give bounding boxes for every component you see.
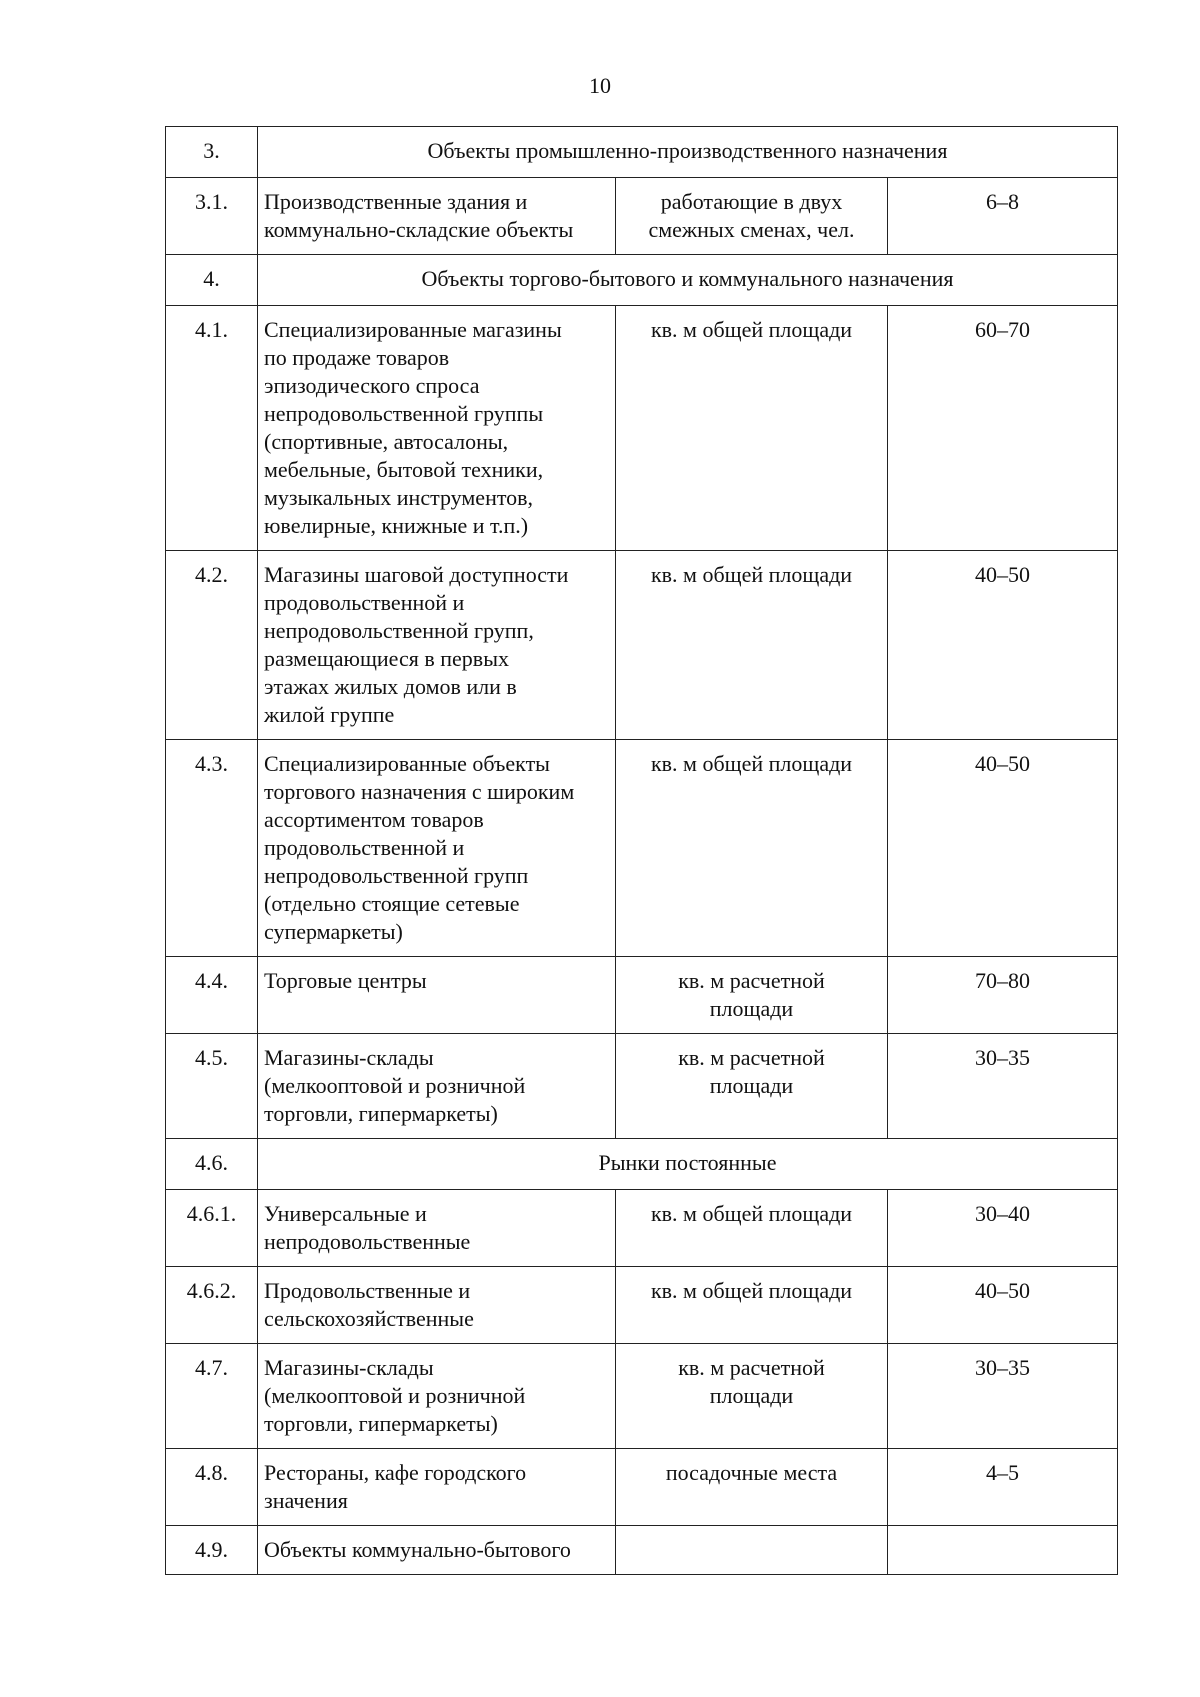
norm-value: 30–35 xyxy=(888,1034,1118,1139)
unit-line: посадочные места xyxy=(665,1460,838,1485)
item-number: 4.2. xyxy=(166,551,258,740)
norms-table-body xyxy=(166,127,1118,1575)
object-name-line: Специализированные магазины xyxy=(264,317,562,342)
norm-value: 70–80 xyxy=(888,957,1118,1034)
unit-cell xyxy=(616,178,888,255)
unit-cell xyxy=(616,1190,888,1267)
object-name-line: этажах жилых домов или в xyxy=(264,674,517,699)
table-row xyxy=(166,957,1118,1034)
table-row xyxy=(166,551,1118,740)
object-name-cell xyxy=(258,306,616,551)
unit-line: кв. м расчетной xyxy=(678,1355,825,1380)
object-name-cell xyxy=(258,1449,616,1526)
object-name-line: музыкальных инструментов, xyxy=(264,485,534,510)
unit-line: работающие в двух xyxy=(660,189,843,214)
unit-line: кв. м общей площади xyxy=(650,1278,853,1303)
object-name-line: Рестораны, кафе городского xyxy=(264,1460,527,1485)
object-name-line: продовольственной и xyxy=(264,835,465,860)
object-name-line: по продаже товаров xyxy=(264,345,450,370)
object-name-line: Универсальные и xyxy=(264,1201,427,1226)
item-number: 4.6.2. xyxy=(166,1267,258,1344)
object-name-line: ювелирные, книжные и т.п.) xyxy=(264,513,529,538)
unit-cell xyxy=(616,1034,888,1139)
object-name-line: размещающиеся в первых xyxy=(264,646,509,671)
unit-line: площади xyxy=(709,996,794,1021)
object-name-line: Продовольственные и xyxy=(264,1278,471,1303)
object-name-cell xyxy=(258,551,616,740)
object-name-cell xyxy=(258,1267,616,1344)
object-name-line: сельскохозяйственные xyxy=(264,1306,474,1331)
unit-cell xyxy=(616,957,888,1034)
object-name-line: супермаркеты) xyxy=(264,919,403,944)
unit-cell xyxy=(616,740,888,957)
object-name-line: торговли, гипермаркеты) xyxy=(264,1101,498,1126)
unit-cell xyxy=(616,1526,888,1575)
object-name-line: эпизодического спроса xyxy=(264,373,480,398)
section-title: Объекты торгово-бытового и коммунального назначения xyxy=(258,255,1118,306)
unit-line: кв. м общей площади xyxy=(650,317,853,342)
norm-value: 30–35 xyxy=(888,1344,1118,1449)
object-name-line: коммунально-складские объекты xyxy=(264,217,574,242)
section-row xyxy=(166,1139,1118,1190)
object-name-line: Магазины-склады xyxy=(264,1355,434,1380)
object-name-line: Торговые центры xyxy=(264,968,427,993)
object-name-cell xyxy=(258,957,616,1034)
unit-cell xyxy=(616,1449,888,1526)
item-number: 4.4. xyxy=(166,957,258,1034)
object-name-line: (мелкооптовой и розничной xyxy=(264,1073,526,1098)
item-number: 4.6.1. xyxy=(166,1190,258,1267)
section-row xyxy=(166,255,1118,306)
table-row xyxy=(166,1190,1118,1267)
section-number: 4. xyxy=(166,255,258,306)
table-row xyxy=(166,1449,1118,1526)
section-number: 4.6. xyxy=(166,1139,258,1190)
norm-value: 30–40 xyxy=(888,1190,1118,1267)
object-name-line: непродовольственные xyxy=(264,1229,471,1254)
object-name-line: жилой группе xyxy=(264,702,395,727)
object-name-line: Магазины-склады xyxy=(264,1045,434,1070)
table-row xyxy=(166,1344,1118,1449)
norms-table xyxy=(165,126,1118,1575)
table-row xyxy=(166,1526,1118,1575)
section-title: Рынки постоянные xyxy=(258,1139,1118,1190)
norm-value: 40–50 xyxy=(888,740,1118,957)
norm-value: 60–70 xyxy=(888,306,1118,551)
object-name-line: (отдельно стоящие сетевые xyxy=(264,891,520,916)
object-name-line: ассортиментом товаров xyxy=(264,807,484,832)
object-name-line: Производственные здания и xyxy=(264,189,528,214)
object-name-line: Специализированные объекты xyxy=(264,751,550,776)
unit-cell xyxy=(616,551,888,740)
object-name-cell xyxy=(258,1034,616,1139)
unit-cell xyxy=(616,1344,888,1449)
object-name-line: Магазины шаговой доступности xyxy=(264,562,569,587)
table-row xyxy=(166,1267,1118,1344)
unit-cell xyxy=(616,306,888,551)
unit-line: площади xyxy=(709,1383,794,1408)
object-name-cell xyxy=(258,1344,616,1449)
object-name-line: (спортивные, автосалоны, xyxy=(264,429,509,454)
section-row xyxy=(166,127,1118,178)
unit-line: смежных сменах, чел. xyxy=(648,217,855,242)
object-name-line: мебельные, бытовой техники, xyxy=(264,457,544,482)
object-name-cell xyxy=(258,1526,616,1575)
norm-value: 40–50 xyxy=(888,551,1118,740)
norm-value xyxy=(888,1526,1118,1575)
table-row xyxy=(166,178,1118,255)
item-number: 3.1. xyxy=(166,178,258,255)
section-title: Объекты промышленно-производственного назначения xyxy=(258,127,1118,178)
item-number: 4.1. xyxy=(166,306,258,551)
item-number: 4.7. xyxy=(166,1344,258,1449)
unit-line: кв. м общей площади xyxy=(650,751,853,776)
table-row xyxy=(166,740,1118,957)
table-row xyxy=(166,1034,1118,1139)
unit-line: кв. м общей площади xyxy=(650,562,853,587)
norm-value: 6–8 xyxy=(888,178,1118,255)
item-number: 4.5. xyxy=(166,1034,258,1139)
unit-line: кв. м общей площади xyxy=(650,1201,853,1226)
unit-line: кв. м расчетной xyxy=(678,968,825,993)
object-name-line: непродовольственной групп, xyxy=(264,618,534,643)
object-name-line: торговли, гипермаркеты) xyxy=(264,1411,498,1436)
unit-cell xyxy=(616,1267,888,1344)
object-name-line: (мелкооптовой и розничной xyxy=(264,1383,526,1408)
unit-line: кв. м расчетной xyxy=(678,1045,825,1070)
section-number: 3. xyxy=(166,127,258,178)
object-name-cell xyxy=(258,740,616,957)
object-name-cell xyxy=(258,178,616,255)
object-name-line: продовольственной и xyxy=(264,590,465,615)
object-name-line: торгового назначения с широким xyxy=(264,779,575,804)
table-row xyxy=(166,306,1118,551)
unit-line: площади xyxy=(709,1073,794,1098)
page-number: 10 xyxy=(589,73,611,98)
norm-value: 40–50 xyxy=(888,1267,1118,1344)
item-number: 4.8. xyxy=(166,1449,258,1526)
item-number: 4.3. xyxy=(166,740,258,957)
item-number: 4.9. xyxy=(166,1526,258,1575)
object-name-line: непродовольственной группы xyxy=(264,401,544,426)
norm-value: 4–5 xyxy=(888,1449,1118,1526)
object-name-cell xyxy=(258,1190,616,1267)
object-name-line: непродовольственной групп xyxy=(264,863,529,888)
object-name-line: значения xyxy=(264,1488,348,1513)
object-name-line: Объекты коммунально-бытового xyxy=(264,1537,571,1562)
